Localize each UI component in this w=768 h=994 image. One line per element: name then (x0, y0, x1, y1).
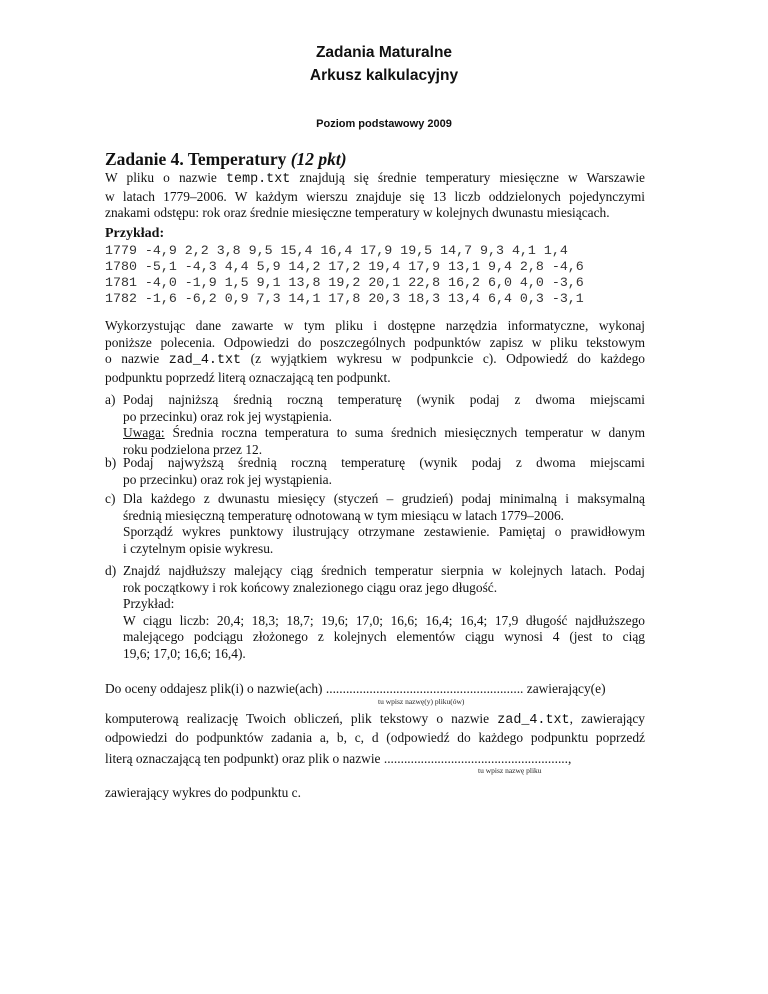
data-row: 1782 -1,6 -6,2 0,9 7,3 14,1 17,8 20,3 18,3 13,4 6,4 0,3 -3,1 (105, 291, 584, 306)
instructions-line-3 (105, 351, 645, 370)
footer-line-5: zawierający wykres do podpunktu c. (105, 785, 301, 800)
item-d-line-4: W ciągu liczb: 20,4; 18,3; 18,7; 19,6; 17,0; 16,6; 16,4; 16,4; 17,9 długość najdłuższego (123, 612, 645, 628)
item-c-label: c) (105, 491, 116, 506)
footer-text-4a: literą oznaczającą ten podpunkt) oraz plik o nazwie (105, 751, 381, 766)
instructions-filename: zad_4.txt (168, 353, 242, 368)
item-a-note-2: roku podzielona przez 12. (123, 441, 263, 457)
footer-text-2b: , zawierający (569, 711, 645, 726)
item-c (105, 491, 645, 557)
item-c-line-1: Dla każdego z dwunastu miesięcy (styczeń – grudzień) podaj minimalną i maksymalną (123, 491, 645, 506)
data-row: 1780 -5,1 -4,3 4,4 5,9 14,2 17,2 19,4 17,9 13,1 9,4 2,8 -4,6 (105, 259, 584, 274)
task-title (105, 149, 347, 170)
item-d-line-5: malejącego podciągu złożonego z kolejnych elementów ciągu wynosi 4 (jest to ciąg (123, 629, 645, 644)
item-d-line-2: rok początkowy i rok końcowy znalezionego ciągu oraz jego długość. (123, 579, 498, 595)
footer-line-4 (105, 751, 645, 768)
item-a-note (123, 425, 645, 442)
footer-filename: zad_4.txt (497, 713, 570, 728)
item-c-line-3: Sporządź wykres punktowy ilustrujący otrzymane zestawienie. Pamiętaj o prawidłowym (123, 524, 645, 539)
exam-level: Poziom podstawowy 2009 (316, 118, 452, 130)
filename-blank-2: ......................................................., (383, 751, 572, 766)
item-a (105, 392, 645, 458)
intro-line-3: znakami odstępu: rok oraz średnie miesięczne temperatury w kolejnych dwunastu miesiącach. (105, 205, 610, 220)
task-points: (12 pkt) (290, 149, 347, 169)
item-a-label: a) (105, 392, 116, 407)
intro-text-2: znajdują się średnie temperatury miesięczne w Warszawie (299, 170, 645, 185)
hint-filename: tu wpisz nazwę pliku (478, 766, 542, 775)
footer-line-2 (105, 711, 645, 730)
footer-text-1b: zawierający(e) (526, 681, 606, 696)
footer-line-3: odpowiedzi do podpunktów zadania a, b, c, d (odpowiedź do każdego podpunktu poprzedź (105, 729, 645, 745)
footer-text-2a: komputerową realizację Twoich obliczeń, plik tekstowy o nazwie (105, 711, 490, 726)
item-d-line-6: 19,6; 17,0; 16,6; 16,4). (123, 645, 246, 661)
item-a-line-2: po przecinku) oraz rok jej wystąpienia. (123, 408, 332, 424)
instructions-text-3b: (z wyjątkiem wykresu w podpunkcie c). Odpowiedź do każdego (250, 351, 645, 366)
footer-line-1 (105, 681, 645, 698)
instructions-text-3a: o nazwie (105, 351, 160, 366)
note-text-1: Średnia roczna temperatura to suma średnich miesięcznych temperatur w danym (172, 425, 645, 440)
instructions (105, 318, 645, 386)
instructions-line-1: Wykorzystując dane zawarte w tym pliku i dostępne narzędzia informatyczne, wykonaj (105, 318, 645, 333)
data-row: 1779 -4,9 2,2 3,8 9,5 15,4 16,4 17,9 19,5 14,7 9,3 4,1 1,4 (105, 243, 568, 258)
instructions-line-4: podpunktu poprzedź literą oznaczającą ten podpunkt. (105, 369, 391, 385)
item-b-line-1: Podaj najwyższą średnią roczną temperaturę (wynik podaj z dwoma miejscami (123, 455, 645, 470)
item-c-line-2: średnią miesięczną temperaturę odnotowaną w tym miesiącu w latach 1779–2006. (123, 507, 565, 523)
instructions-line-2: poniższe polecenia. Odpowiedzi do poszczególnych podpunktów zapisz w pliku tekstowym (105, 334, 645, 350)
item-b-label: b) (105, 455, 117, 470)
task-title-text: Zadanie 4. Temperatury (105, 149, 287, 169)
item-d (105, 563, 645, 662)
item-d-label: d) (105, 563, 117, 578)
item-a-line-1: Podaj najniższą średnią roczną temperaturę (wynik podaj z dwoma miejscami (123, 392, 645, 407)
intro-line-2: w latach 1779–2006. W każdym wierszu znajduje się 13 liczb oddzielonych pojedynczymi (105, 188, 645, 204)
example-label: Przykład: (105, 226, 165, 241)
footer-text-1a: Do oceny oddajesz plik(i) o nazwie(ach) (105, 681, 323, 696)
note-label: Uwaga: (123, 425, 165, 440)
intro-filename: temp.txt (226, 172, 291, 187)
hint-filenames: tu wpisz nazwę(y) pliku(ów) (378, 697, 465, 706)
example-data (105, 243, 584, 307)
item-b (105, 455, 645, 488)
item-c-line-4: i czytelnym opisie wykresu. (123, 540, 274, 556)
footer-block (105, 711, 645, 746)
item-b-line-2: po przecinku) oraz rok jej wystąpienia. (123, 471, 332, 487)
intro-text-1: W pliku o nazwie (105, 170, 217, 185)
task-intro (105, 170, 645, 222)
filename-blank-1: ........................................................... (325, 681, 524, 696)
data-row: 1781 -4,0 -1,9 1,5 9,1 13,8 19,2 20,1 22,8 16,2 6,0 4,0 -3,6 (105, 275, 584, 290)
document-subtitle: Arkusz kalkulacyjny (309, 67, 459, 84)
item-d-line-1: Znajdź najdłuższy malejący ciąg średnich temperatur sierpnia w kolejnych latach. Podaj (123, 563, 645, 578)
item-d-line-3: Przykład: (123, 596, 175, 611)
intro-line-1 (105, 170, 645, 189)
document-title: Zadania Maturalne (315, 44, 453, 61)
